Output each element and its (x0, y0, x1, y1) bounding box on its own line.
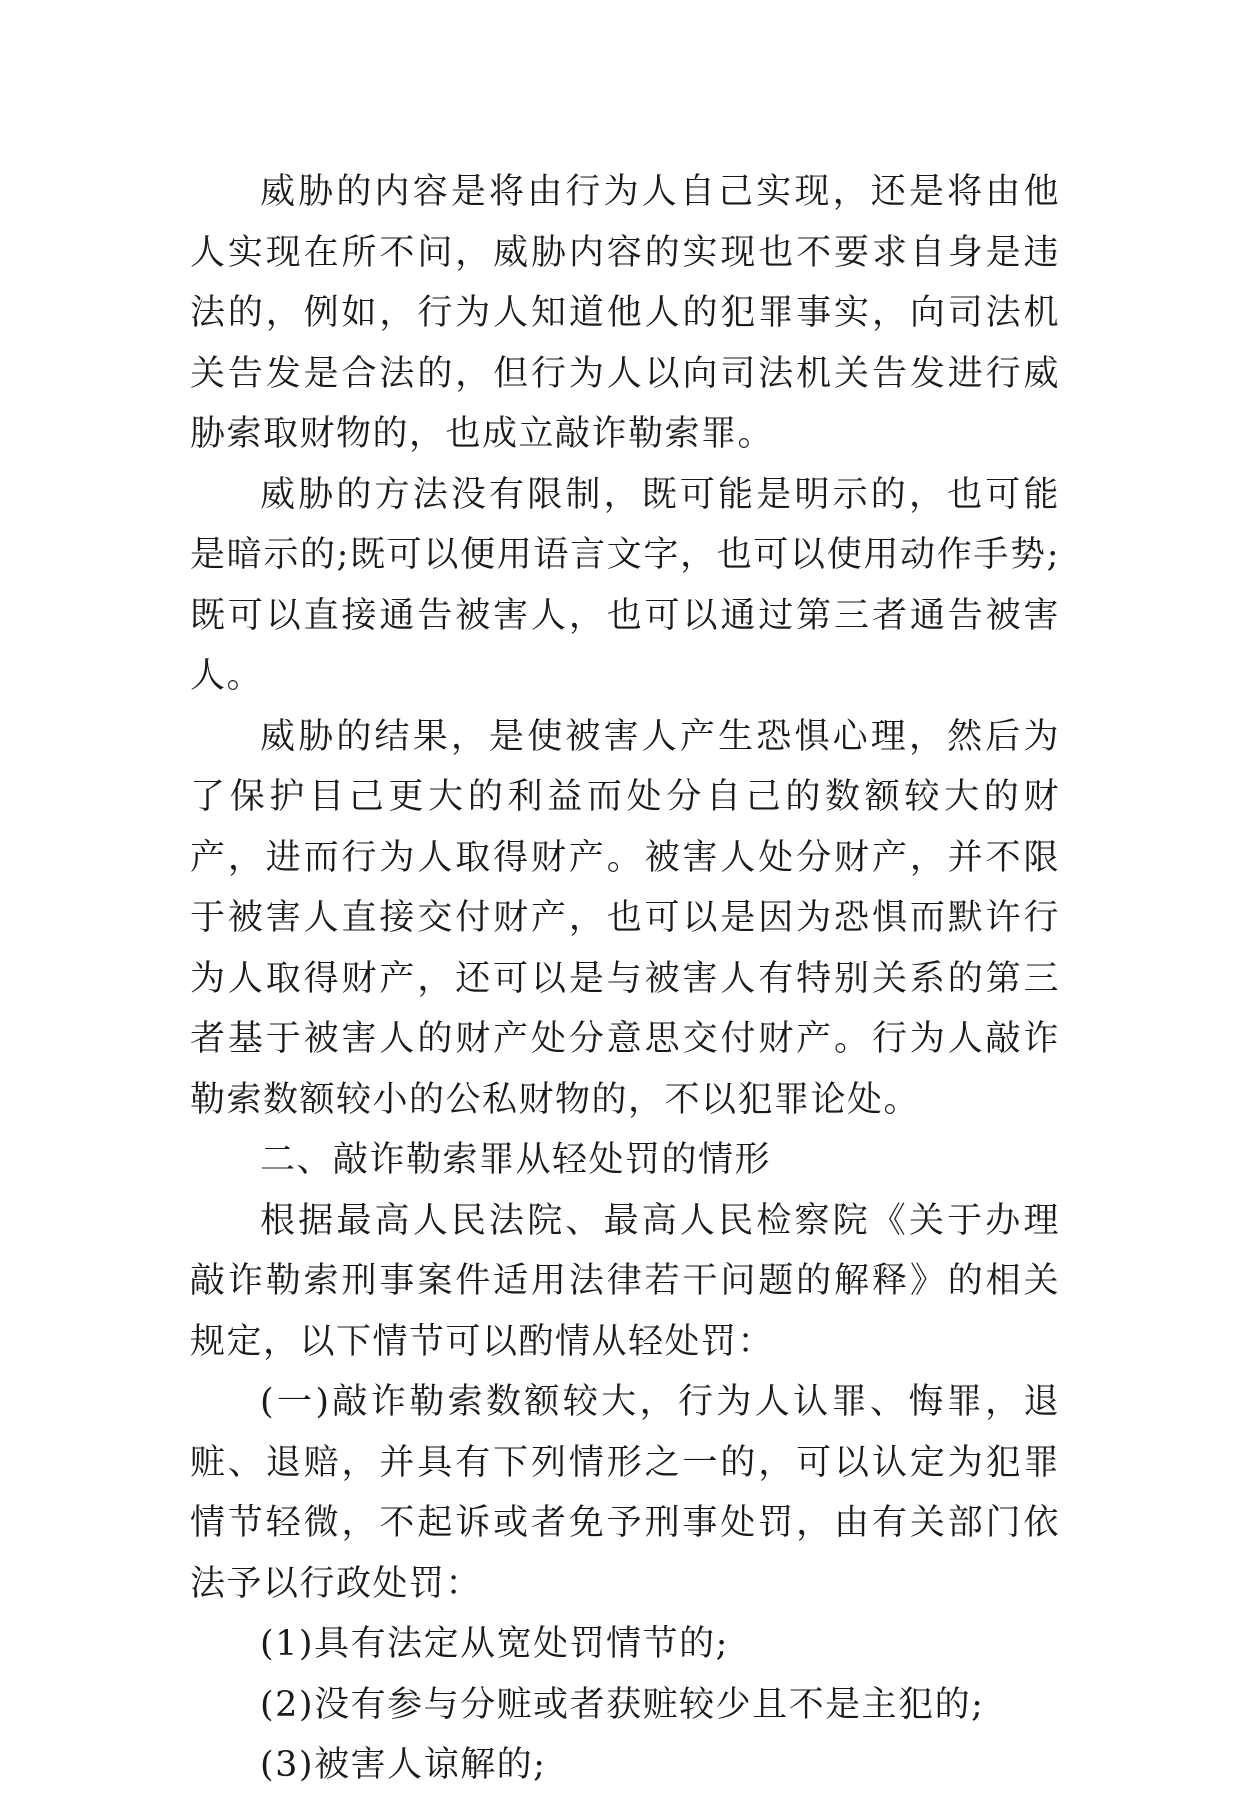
document-body (190, 162, 1060, 1796)
list-item: (3)被害人谅解的; (260, 1745, 547, 1785)
paragraph-legal-basis: 根据最高人民法院、最高人民检察院《关于办理敲诈勒索刑事案件适用法律若干问题的解释》的相关规定，以下情节可以酌情从轻处罚： (190, 1200, 1060, 1362)
paragraph-clause-1: (一)敲诈勒索数额较大，行为人认罪、悔罪，退赃、退赔，并具有下列情形之一的，可以认定为犯罪情节轻微，不起诉或者免予刑事处罚，由有关部门依法予以行政处罚： (190, 1382, 1060, 1604)
paragraph-threat-content: 威胁的内容是将由行为人自己实现，还是将由他人实现在所不问，威胁内容的实现也不要求自身是违法的，例如，行为人知道他人的犯罪事实，向司法机关告发是合法的，但行为人以向司法机关告发进行威胁索取财物的，也成立敲诈勒索罪。 (190, 172, 1060, 454)
list-item: (1)具有法定从宽处罚情节的; (260, 1624, 729, 1664)
section-heading: 二、敲诈勒索罪从轻处罚的情形 (260, 1140, 772, 1180)
list-item: (2)没有参与分赃或者获赃较少且不是主犯的; (260, 1684, 985, 1725)
paragraph-threat-method: 威胁的方法没有限制，既可能是明示的，也可能是暗示的;既可以便用语言文字，也可以使用动作手势;既可以直接通告被害人，也可以通过第三者通告被害人。 (190, 474, 1060, 696)
paragraph-threat-result: 威胁的结果，是使被害人产生恐惧心理，然后为了保护目己更大的利益而处分自己的数额较大的财产，进而行为人取得财产。被害人处分财产，并不限于被害人直接交付财产，也可以是因为恐惧而默许行为人取得财产，还可以是与被害人有特别关系的第三者基于被害人的财产处分意思交付财产。行为人敲诈勒索数额较小的公私财物的，不以犯罪论处。 (190, 716, 1060, 1120)
